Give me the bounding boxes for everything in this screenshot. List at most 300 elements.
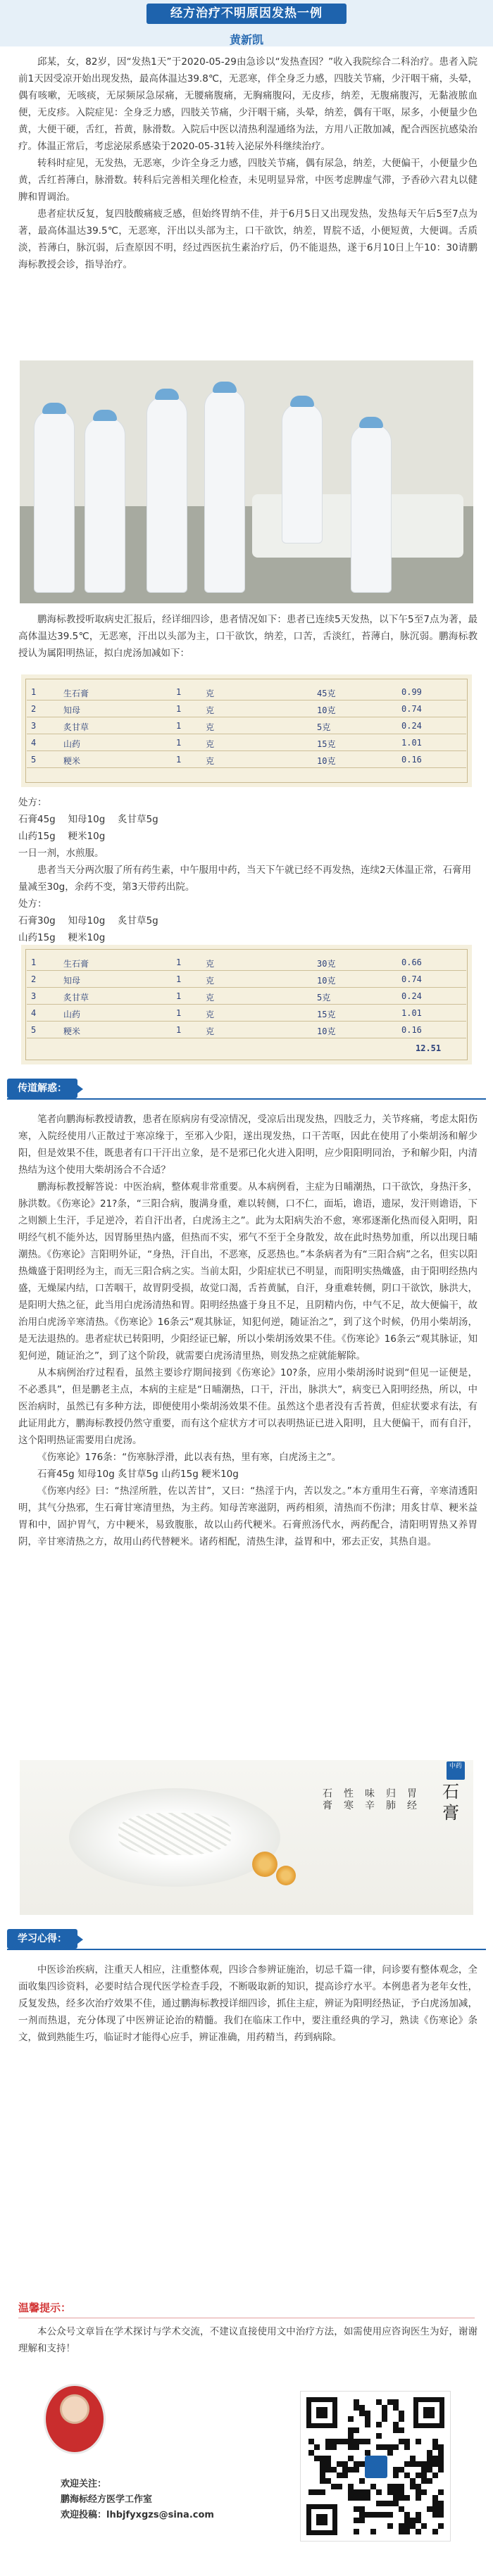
qr-module [354, 2461, 359, 2467]
qr-module [348, 2484, 354, 2489]
qr-module [354, 2506, 359, 2512]
rx-cell-no: 1 [31, 957, 37, 967]
doctor-avatar [44, 2384, 106, 2454]
qr-module [399, 2467, 404, 2473]
qr-module [421, 2467, 427, 2473]
qr-module [325, 2467, 331, 2473]
qr-module [432, 2495, 438, 2501]
rx-cell-no: 2 [31, 974, 37, 984]
rx-label: 处方： [18, 898, 47, 910]
qr-module [416, 2489, 421, 2495]
qr-module [427, 2461, 432, 2467]
rx-cell-no: 3 [31, 991, 37, 1001]
qr-module [359, 2439, 365, 2444]
qr-module [404, 2523, 410, 2529]
qr-module [399, 2495, 404, 2501]
qr-module [387, 2501, 393, 2506]
qr-module [382, 2416, 387, 2422]
analysis-paragraph: 从本病例治疗过程看，虽然主要诊疗期间接到《伤寒论》10?条，应用小柴胡汤时说到“但见一证便是，不必悉具”，但是鹏老主点，本病的主症是“日晡潮热，口干，汗出，脉洪大”，病变已入阳明经热，所以，中医治病时，虽然已有多种方法，即便使用小柴胡汤效果不佳。虽然这个患者没有舌苔黄，但症状要求有法，有此证用此方，鹏海标教授仍然守重要，而有这个症状方才可以表明热证已进入阳明，且大便偏干，而有自汗，这个阳明热证需要用白虎汤。 [18, 1367, 478, 1446]
qr-module [308, 2450, 314, 2456]
qr-module [410, 2484, 416, 2489]
qr-module [354, 2405, 359, 2411]
qr-module [416, 2461, 421, 2467]
qr-module [348, 2456, 354, 2461]
rx-row-line [27, 987, 466, 988]
qr-module [404, 2495, 410, 2501]
poem-column: 胃经 [407, 1788, 417, 1811]
prescription-1-text [18, 794, 478, 946]
qr-module [427, 2450, 432, 2456]
section-label: 学习心得： [7, 1929, 77, 1949]
qr-module [376, 2399, 382, 2405]
doctor-figure [34, 410, 75, 593]
qr-module [348, 2439, 354, 2444]
qr-module [416, 2484, 421, 2489]
qr-module [438, 2456, 444, 2461]
analysis-formula: 石膏45g 知母10g 炙甘草5g 山药15g 粳米10g [37, 1469, 239, 1480]
prescription-table-2 [21, 945, 472, 1064]
qr-module [399, 2427, 404, 2433]
rx-cell-no: 5 [31, 755, 37, 765]
qr-module [354, 2518, 359, 2523]
rx-cell-num: 15克 [317, 739, 336, 749]
qr-module [354, 2439, 359, 2444]
qr-module [325, 2456, 331, 2461]
doctor-figure [204, 389, 245, 593]
qr-module [382, 2444, 387, 2450]
qr-module [348, 2433, 354, 2439]
qr-module [359, 2478, 365, 2484]
prescription-table-1 [21, 674, 472, 787]
qr-module [393, 2495, 399, 2501]
rx-cell-herb: 知母 [63, 705, 81, 715]
qr-module [438, 2523, 444, 2529]
qr-module [342, 2473, 348, 2478]
intro-paragraph-1: 邱某，女，82岁，因“发热1天”于2020-05-29由急诊以“发热查因？”收入我院综合二科治疗。患者入院前1天因受凉开始出现发热，最高体温达39.8℃，无恶寒，伴全身乏力感，四肢关节痛，少汗咽干痛，头晕，偶有咳嗽，无咳痰，无尿频尿急尿痛，无腰痛腹痛，无胸痛腹闷，无皮疹，纳差，无腹痛腹泻，无黏液脓血便，无皮疹。入院症见：全身乏力感，四肢关节痛，少汗咽干痛，头晕，纳差，偶有干呕，尿多，小便量少色黄，大便干硬，舌红，苔黄，脉滑数。入院后中医以清热利湿通络为法，方用八正散加减，配合西医抗感染治疗。体温正常后，考虑泌尿系感染于2020-05-31转入泌尿外科继续治疗。 [18, 56, 478, 152]
qr-module [314, 2489, 320, 2495]
rx-cell-herb: 知母 [63, 976, 81, 986]
rx-cell-unit: 克 [206, 705, 215, 715]
qr-module [342, 2461, 348, 2467]
qr-logo-icon [363, 2454, 389, 2480]
rx-cell-qty: 1 [176, 721, 182, 731]
qr-module [393, 2484, 399, 2489]
qr-module [354, 2489, 359, 2495]
rx-row-line [27, 767, 466, 768]
rx-row-line [27, 970, 466, 971]
rx-followup: 患者当天分两次服了所有药生素，中午服用中药，当天下午就已经不再发热，连续2天体温正常，石膏用量减至30g，余药不变，第3天带药出院。 [18, 865, 472, 893]
rx-cell-extra: 0.16 [401, 755, 422, 765]
qr-module [359, 2461, 365, 2467]
qr-module [308, 2489, 314, 2495]
qr-module [337, 2439, 342, 2444]
poem-column: 石膏 [323, 1788, 332, 1811]
qr-module [393, 2467, 399, 2473]
qr-module [421, 2478, 427, 2484]
rx-cell-num: 10克 [317, 976, 336, 986]
qr-module [432, 2439, 438, 2444]
qr-module [354, 2529, 359, 2534]
section-label: 传道解惑： [7, 1079, 77, 1098]
intro-text [18, 54, 478, 273]
qr-module [399, 2416, 404, 2422]
qr-module [427, 2467, 432, 2473]
doctor-cap [213, 382, 237, 393]
qr-module [387, 2450, 393, 2456]
rx-cell-num: 5克 [317, 993, 331, 1003]
qr-module [359, 2506, 365, 2512]
qr-module [382, 2405, 387, 2411]
follow-label: 欢迎关注： [61, 2479, 107, 2489]
qr-finder [413, 2397, 444, 2428]
rx-cell-extra: 0.16 [401, 1025, 422, 1035]
qr-module [432, 2501, 438, 2506]
rx-cell-herb: 山药 [63, 739, 81, 749]
qr-module [325, 2478, 331, 2484]
qr-module [331, 2439, 337, 2444]
qr-module [365, 2416, 370, 2422]
rx-cell-no: 5 [31, 1025, 37, 1035]
rx-cell-qty: 1 [176, 991, 182, 1001]
rx-label: 处方： [18, 797, 47, 808]
rx-cell-num: 15克 [317, 1010, 336, 1019]
section-rule [7, 1949, 486, 1950]
qr-module [359, 2405, 365, 2411]
rx-cell-unit: 克 [206, 993, 215, 1003]
qr-module [421, 2473, 427, 2478]
rx-cell-num: 10克 [317, 705, 336, 715]
gypsum-crystals [118, 1813, 231, 1855]
qr-module [320, 2478, 325, 2484]
qr-module [359, 2411, 365, 2416]
reminder-paragraph: 本公众号文章旨在学术探讨与学术交流，不建议直接使用文中治疗方法，如需使用应咨询医生为好，谢谢理解和支持！ [18, 2326, 478, 2354]
qr-module [320, 2473, 325, 2478]
rx-cell-extra: 0.24 [401, 721, 422, 731]
qr-module [354, 2495, 359, 2501]
qr-module [438, 2489, 444, 2495]
qr-module [399, 2439, 404, 2444]
rx-cell-qty: 1 [176, 704, 182, 714]
analysis-text [18, 1111, 478, 1550]
qr-module [432, 2461, 438, 2467]
qr-module [399, 2489, 404, 2495]
qr-module [376, 2422, 382, 2427]
qr-module [393, 2489, 399, 2495]
rx-cell-extra: 0.24 [401, 991, 422, 1001]
qr-module [382, 2512, 387, 2518]
qr-module [410, 2523, 416, 2529]
qr-module [404, 2518, 410, 2523]
qr-module [348, 2467, 354, 2473]
qr-module [365, 2495, 370, 2501]
qr-module [387, 2512, 393, 2518]
analysis-paragraph: 《伤寒论》176条：“伤寒脉浮滑，此以表有热，里有寒，白虎汤主之”。 [37, 1452, 342, 1463]
rx-cell-qty: 1 [176, 957, 182, 967]
rx-cell-no: 1 [31, 687, 37, 697]
qr-module [393, 2444, 399, 2450]
reminder-heading: 温馨提示： [18, 2301, 72, 2314]
qr-module [416, 2473, 421, 2478]
qr-module [387, 2444, 393, 2450]
qr-module [331, 2444, 337, 2450]
qr-module [438, 2450, 444, 2456]
qr-module [399, 2523, 404, 2529]
rx-line: 山药15g 粳米10g [18, 932, 106, 943]
qr-module [393, 2422, 399, 2427]
rx-cell-qty: 1 [176, 1025, 182, 1035]
learning-paragraph: 中医诊治疾病，注重天人相应，注重整体观，四诊合参辨证施治，切忌千篇一律，问诊要有整体观念，全面收集四诊资料，必要时结合现代医学检查手段，不断吸取新的知识，提高诊疗水平。本例患者为老年女性，反复发热，经多次治疗效果不佳，通过鹏海标教授详细四诊，抓住主症，辨证为阳明经热证，予白虎汤加减，一剂而热退，充分体现了中医辨证论治的精髓。我们在临床工作中，要注重经典的学习，熟读《伤寒论》条文，做到熟能生巧，临证时才能得心应手，辨证准确，用药精当，药到病除。 [18, 1964, 478, 2043]
qr-module [438, 2506, 444, 2512]
rx-total: 12.51 [416, 1043, 442, 1053]
qr-module [387, 2484, 393, 2489]
rx-cell-qty: 1 [176, 738, 182, 748]
qr-module [427, 2506, 432, 2512]
qr-module [438, 2444, 444, 2450]
qr-module [393, 2399, 399, 2405]
qr-module [404, 2529, 410, 2534]
rx-row-line [27, 750, 466, 751]
herb-seal: 中药 [447, 1761, 465, 1780]
rx-cell-herb: 粳米 [63, 1026, 81, 1036]
doctor-cap [42, 403, 66, 414]
qr-module [370, 2484, 376, 2489]
qr-module [438, 2467, 444, 2473]
consult-paragraph: 鹏海标教授听取病史汇报后，经详细四诊，患者情况如下：患者已连续5天发热，以下午5至7点为著，最高体温达39.5℃，无恶寒，汗出以头部为主，口干欲饮，纳差，口苦，舌淡红，苔薄白，脉沉弱。鹏海标教授认为属阳明热证，拟白虎汤加减如下： [18, 614, 478, 659]
qr-module [438, 2512, 444, 2518]
qr-module [365, 2439, 370, 2444]
poem-column: 味辛 [365, 1788, 375, 1811]
qr-module [320, 2456, 325, 2461]
rx-cell-herb: 生石膏 [63, 689, 89, 698]
rx-cell-qty: 1 [176, 755, 182, 765]
qr-module [438, 2501, 444, 2506]
qr-module [354, 2399, 359, 2405]
qr-module [331, 2484, 337, 2489]
qr-module [393, 2405, 399, 2411]
doctor-cap [155, 389, 179, 400]
article-header [0, 0, 493, 46]
rx-line: 山药15g 粳米10g [18, 831, 106, 842]
qr-module [416, 2439, 421, 2444]
qr-module [337, 2484, 342, 2489]
qr-module [404, 2461, 410, 2467]
qr-module [337, 2473, 342, 2478]
rx-usage: 一日一剂，水煎服。 [18, 848, 104, 859]
qr-module [393, 2473, 399, 2478]
qr-module [404, 2439, 410, 2444]
qr-module [348, 2444, 354, 2450]
rx-cell-num: 30克 [317, 959, 336, 969]
doctor-cap [93, 410, 117, 421]
qr-module [314, 2456, 320, 2461]
qr-module [421, 2523, 427, 2529]
rx-cell-unit: 克 [206, 1026, 215, 1036]
qr-module [365, 2411, 370, 2416]
qr-module [410, 2461, 416, 2467]
qr-module [359, 2518, 365, 2523]
rx-cell-unit: 克 [206, 1010, 215, 1019]
article-title: 经方治疗不明原因发热一例 [146, 4, 347, 24]
qr-module [308, 2439, 314, 2444]
qr-module [393, 2427, 399, 2433]
rx-cell-extra: 0.74 [401, 974, 422, 984]
rx-cell-herb: 炙甘草 [63, 722, 89, 732]
doctor-figure [282, 403, 323, 544]
rx-cell-no: 4 [31, 1008, 37, 1018]
rx-cell-extra: 0.66 [401, 957, 422, 967]
qr-module [382, 2501, 387, 2506]
rx-cell-unit: 克 [206, 959, 215, 969]
qr-code[interactable] [300, 2391, 451, 2542]
section-heading-explanation [0, 1079, 493, 1101]
qr-module [348, 2427, 354, 2433]
qr-module [438, 2461, 444, 2467]
rx-cell-extra: 1.01 [401, 738, 422, 748]
qr-module [337, 2461, 342, 2467]
contact-card [18, 2371, 475, 2575]
qr-module [432, 2473, 438, 2478]
qr-module [320, 2461, 325, 2467]
rx-cell-herb: 炙甘草 [63, 993, 89, 1003]
qr-module [399, 2506, 404, 2512]
qr-module [382, 2411, 387, 2416]
rx-line: 石膏45g 知母10g 炙甘草5g [18, 814, 158, 825]
qr-module [399, 2411, 404, 2416]
qr-finder [306, 2397, 337, 2428]
qr-module [416, 2529, 421, 2534]
qr-module [359, 2495, 365, 2501]
qr-module [432, 2529, 438, 2534]
poem-column: 性寒 [344, 1788, 354, 1811]
qr-module [410, 2456, 416, 2461]
rx-cell-herb: 山药 [63, 1010, 81, 1019]
rx-cell-qty: 1 [176, 1008, 182, 1018]
qr-module [376, 2489, 382, 2495]
rx-cell-unit: 克 [206, 976, 215, 986]
qr-module [387, 2399, 393, 2405]
qr-module [320, 2489, 325, 2495]
consult-text [18, 611, 478, 662]
rx-cell-unit: 克 [206, 689, 215, 698]
qr-module [410, 2478, 416, 2484]
rx-cell-unit: 克 [206, 722, 215, 732]
qr-module [427, 2478, 432, 2484]
qr-module [421, 2489, 427, 2495]
rx-cell-num: 10克 [317, 756, 336, 766]
herb-poem [323, 1781, 435, 1887]
qr-module [432, 2512, 438, 2518]
qr-module [354, 2427, 359, 2433]
qr-module [432, 2444, 438, 2450]
qr-module [359, 2512, 365, 2518]
section-rule [7, 1098, 486, 1100]
qr-module [393, 2501, 399, 2506]
qr-module [421, 2461, 427, 2467]
submission-email[interactable]: 欢迎投稿：lhbjfyxgzs@sina.com [61, 2510, 214, 2520]
rx-cell-no: 3 [31, 721, 37, 731]
qr-module [331, 2467, 337, 2473]
qr-module [387, 2523, 393, 2529]
rx-cell-qty: 1 [176, 974, 182, 984]
qr-module [399, 2529, 404, 2534]
qr-module [376, 2512, 382, 2518]
rx-cell-herb: 粳米 [63, 756, 81, 766]
gypsum-herb-photo [20, 1760, 473, 1915]
qr-module [342, 2439, 348, 2444]
rx-cell-num: 45克 [317, 689, 336, 698]
poem-column: 归肺 [386, 1788, 396, 1811]
qr-module [365, 2489, 370, 2495]
qr-module [354, 2467, 359, 2473]
qr-module [416, 2512, 421, 2518]
qr-module [342, 2467, 348, 2473]
intro-paragraph-2: 转科时症见，无发热，无恶寒，少许全身乏力感，四肢关节痛，偶有尿急，纳差，大便偏干，小便量少色黄，舌红苔薄白，脉滑数。转科后完善相关理化检查，未见明显异常，中医考虑脾虚气滞，予香砂六君丸以健脾和胃调治。 [18, 158, 478, 203]
analysis-paragraph: 鹏海标教授解答说：中医治病，整体观非常重要。从本病例看，主症为日晡潮热，口干欲饮，身热汗多，脉洪数。《伤寒论》21?条，“三阳合病，腹满身重，难以转侧，口不仁，面垢，谵语，遗尿，发汗则谵语，下之则额上生汗，手足逆冷，若自汗出者，白虎汤主之”。此为太阳病失治不愈，寒邪逐渐化热而侵入阳明，阳明经气机不能外达，因胃肠里热内盛，但热而不实，邪气不至于全身散发，故在此时热势加重，所以出现日晡潮热。《伤寒论》言阳明外证，“身热，汗自出，不恶寒，反恶热也。”本条病者为有“三阳合病”之名，但实以阳热熾盛于阳明经为主，而无三阳合病之实。当前太阳，少阳症状已不明显，而阳明实热熾盛，由于阳明经热内盛，无燥屎内结，口苦咽干，故胃阴受损，故觉口渴，舌苔黄腻，自汗，身重难转侧，阴口干欲饮，脉洪大，是阳明大热之征，此当用白虎汤清热和胃。阳明经热盛于身且不足，且阴精内伤，中气不足，故大便偏干，故治用白虎汤辛寒清热。《伤寒论》16条云“观其脉证，知犯何逆，随证治之”，到了这个时候，仍用小柴胡汤，是无法退热的。患者症状已转阳明，少阳经证已解，所以小柴胡汤效果不佳。《伤寒论》16条云“观其脉证，知犯何逆，随证治之”，到了这个阶段，就需要白虎汤清里热，则发热之症就能解除。 [18, 1181, 478, 1362]
rx-cell-no: 4 [31, 738, 37, 748]
qr-module [404, 2444, 410, 2450]
doctor-cap [359, 417, 383, 428]
qr-module [325, 2444, 331, 2450]
qr-module [320, 2467, 325, 2473]
rx-line: 石膏30g 知母10g 炙甘草5g [18, 915, 158, 926]
contact-lines [61, 2477, 214, 2523]
qr-module [376, 2501, 382, 2506]
qr-module [404, 2473, 410, 2478]
chrysanthemum-decoration [252, 1852, 277, 1877]
doctor-figure [351, 424, 392, 593]
qr-module [432, 2506, 438, 2512]
herb-name: 石膏 [442, 1782, 459, 1823]
rx-cell-no: 2 [31, 704, 37, 714]
doctor-figure [146, 396, 187, 593]
rx-cell-qty: 1 [176, 687, 182, 697]
qr-module [348, 2416, 354, 2422]
rx-cell-num: 10克 [317, 1026, 336, 1036]
qr-module [365, 2450, 370, 2456]
qr-module [427, 2456, 432, 2461]
chrysanthemum-decoration [276, 1866, 296, 1885]
qr-module [432, 2456, 438, 2461]
learning-text [18, 1961, 478, 2046]
qr-module [314, 2444, 320, 2450]
studio-name: 鹏海标经方医学工作室 [61, 2494, 153, 2505]
qr-module [399, 2484, 404, 2489]
qr-module [410, 2518, 416, 2523]
doctor-figure [85, 417, 125, 593]
analysis-paragraph: 《伤寒内经》曰：“热淫所胜，佐以苦甘”，又曰：“热淫于内，苦以发之。”本方重用生石膏，辛寒清透阳明，其气分热邪，生石膏甘寒清里热，为主药。知母苦寒滋阴，两药相须，清热而不伤津；用炙甘草、粳米益胃和中，固护胃气，方中粳米，易致腹胀，故以山药代粳米。石膏煎汤代水，两药配合，清阳明胃热又养胃阴，辛甘寒清热之方，故用山药代替粳米。诸药相配，清热生津，益胃和中，邪去正安，其热自退。 [18, 1485, 478, 1547]
rx-cell-num: 5克 [317, 722, 331, 732]
qr-module [325, 2439, 331, 2444]
ward-consultation-photo [20, 360, 473, 603]
qr-module [416, 2518, 421, 2523]
qr-module [359, 2489, 365, 2495]
rx-cell-unit: 克 [206, 739, 215, 749]
qr-module [354, 2444, 359, 2450]
qr-module [348, 2489, 354, 2495]
qr-finder [306, 2504, 337, 2535]
rx-cell-herb: 生石膏 [63, 959, 89, 969]
qr-module [404, 2512, 410, 2518]
intro-paragraph-3: 患者症状反复，复四肢酸痛疲乏感，但始终胃纳不佳，并于6月5日又出现发热，发热每天午后5至7点为著，最高体温达39.5℃，无恶寒，汗出以头部为主，口干欲饮，纳差，胃脘不适，小便短黄，大便调。舌质淡，苔薄白，脉沉弱，后查原因不明，经过西医抗生素治疗后，仍不能退热，遂于6月10日上午10：30请鹏海标教授会诊，指导治疗。 [18, 208, 478, 270]
qr-module [325, 2461, 331, 2467]
qr-module [365, 2512, 370, 2518]
qr-module [416, 2495, 421, 2501]
rx-cell-extra: 0.74 [401, 704, 422, 714]
qr-module [376, 2444, 382, 2450]
qr-module [376, 2433, 382, 2439]
qr-module [370, 2512, 376, 2518]
rx-row-line [27, 1004, 466, 1005]
